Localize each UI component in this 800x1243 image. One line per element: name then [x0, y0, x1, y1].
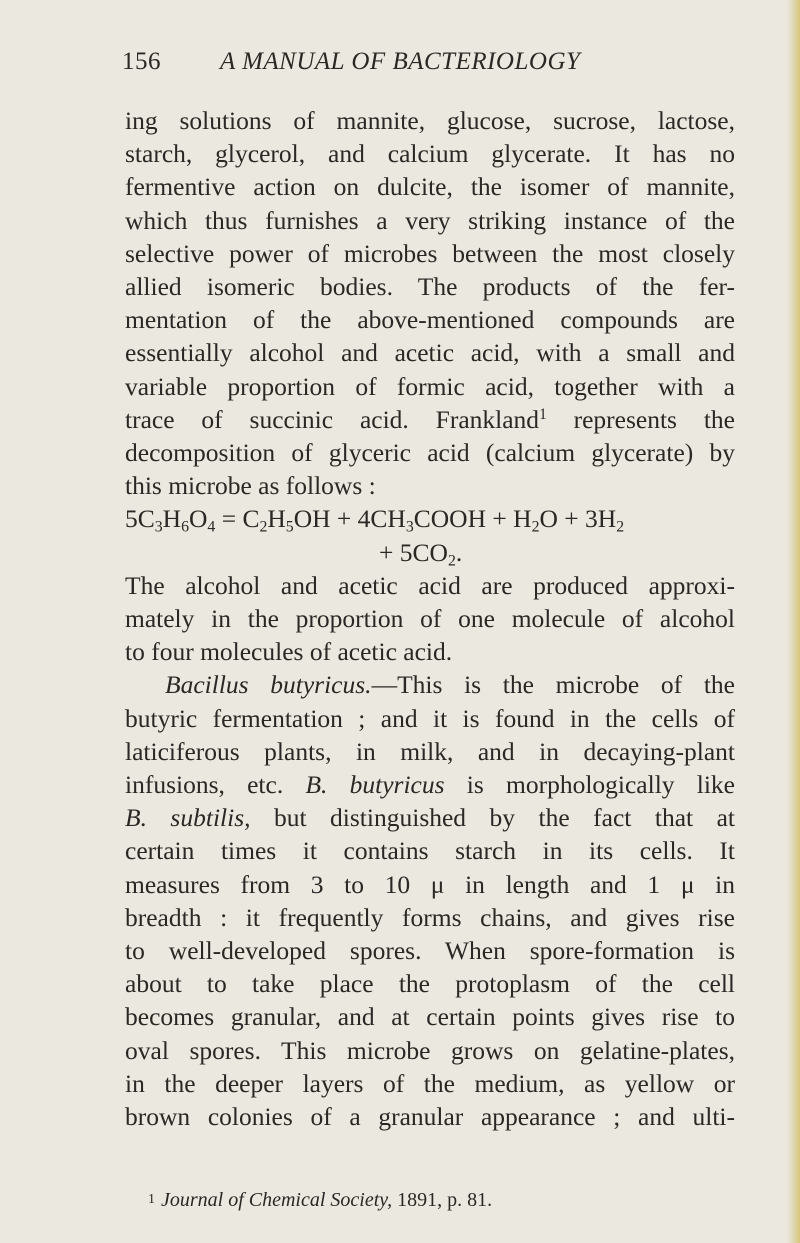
- text-segment: is morphologically like: [444, 770, 736, 800]
- footnote: [148, 1189, 728, 1212]
- text-line: variable proportion of formic acid, together with a: [125, 371, 735, 401]
- running-title: A MANUAL OF BACTERIOLOGY: [220, 48, 581, 75]
- body-text: [125, 104, 735, 1133]
- formula-subscript: 3: [405, 519, 414, 537]
- page-number: 156: [122, 48, 161, 75]
- formula-part: = C: [215, 504, 260, 534]
- formula-subscript: 2: [531, 519, 540, 537]
- footnote-citation: 1891, p. 81.: [392, 1189, 493, 1211]
- text-line: measures from 3 to 10 μ in length and 1 μ in: [125, 869, 735, 899]
- text-line: fermentive action on dulcite, the isomer of mannite,: [125, 172, 735, 202]
- species-name: Bacillus butyricus.: [165, 670, 372, 700]
- text-line: essentially alcohol and acetic acid, with a small and: [125, 338, 735, 368]
- text-line: selective power of microbes between the most closely: [125, 238, 735, 268]
- footnote-number: 1: [148, 1192, 155, 1207]
- text-line: which thus furnishes a very striking instance of the: [125, 205, 735, 235]
- text-line: to four molecules of acetic acid.: [125, 637, 453, 667]
- formula-part: + 5CO: [379, 537, 448, 567]
- text-line: mately in the proportion of one molecule of alcohol: [125, 604, 735, 634]
- text-line: [125, 768, 735, 801]
- text-segment: but distinguished by the fact that at: [250, 803, 735, 833]
- formula-subscript: 6: [181, 519, 189, 537]
- species-name: B. butyricus: [305, 770, 445, 800]
- text-segment: represents the: [546, 404, 735, 434]
- text-line: laticiferous plants, in milk, and in decaying-plant: [125, 736, 735, 766]
- chemical-equation: [125, 502, 735, 535]
- formula-part: O: [189, 504, 208, 534]
- formula-subscript: 2: [447, 552, 456, 570]
- species-name: B. subtilis,: [125, 803, 251, 833]
- text-line: [125, 801, 735, 834]
- formula-part: OH + 4CH: [293, 504, 406, 534]
- text-segment: —This is the microbe of the: [371, 670, 735, 700]
- text-line: about to take place the protoplasm of the cell: [125, 969, 735, 999]
- text-line: butyric fermentation ; and it is found in the cells of: [125, 703, 735, 733]
- text-line: this microbe as follows :: [125, 471, 376, 501]
- formula-part: O + 3H: [539, 504, 617, 534]
- formula-subscript: 4: [207, 519, 216, 537]
- formula-subscript: 2: [616, 519, 625, 537]
- footnote-reference: 1: [539, 405, 547, 423]
- text-line: decomposition of glyceric acid (calcium glycerate) by: [125, 438, 735, 468]
- text-segment: infusions, etc.: [125, 770, 306, 800]
- text-line: allied isomeric bodies. The products of the fer-: [125, 272, 735, 302]
- text-line: The alcohol and acetic acid are produced approxi-: [125, 570, 735, 600]
- formula-subscript: 3: [154, 519, 163, 537]
- text-line: ing solutions of mannite, glucose, sucrose, lactose,: [125, 106, 735, 135]
- page-edge-shadow: [786, 0, 800, 1243]
- text-line: oval spores. This microbe grows on gelatine-plates,: [125, 1035, 735, 1065]
- text-line: becomes granular, and at certain points gives rise to: [125, 1002, 735, 1032]
- formula-subscript: 5: [285, 519, 294, 537]
- text-line: certain times it contains starch in its cells. It: [125, 836, 735, 866]
- formula-part: 5C: [125, 504, 155, 534]
- formula-part: COOH + H: [413, 504, 532, 534]
- formula-part: H: [162, 504, 182, 534]
- formula-part: .: [455, 537, 463, 567]
- text-line: breadth : it frequently forms chains, and gives rise: [125, 902, 735, 932]
- chemical-equation-continued: [125, 536, 735, 569]
- text-line: [125, 668, 735, 701]
- text-segment: trace of succinic acid. Frankland: [125, 404, 540, 434]
- text-line: mentation of the above-mentioned compounds are: [125, 305, 735, 335]
- formula-subscript: 2: [259, 519, 268, 537]
- text-line: to well-developed spores. When spore-formation is: [125, 936, 735, 966]
- formula-part: H: [267, 504, 286, 534]
- running-head: [122, 48, 742, 80]
- text-line: [125, 403, 735, 436]
- footnote-source: Journal of Chemical Society,: [161, 1189, 393, 1211]
- text-line: in the deeper layers of the medium, as yellow or: [125, 1068, 735, 1098]
- text-line: brown colonies of a granular appearance ; and ulti-: [125, 1102, 735, 1132]
- text-line: starch, glycerol, and calcium glycerate. It has no: [125, 139, 735, 169]
